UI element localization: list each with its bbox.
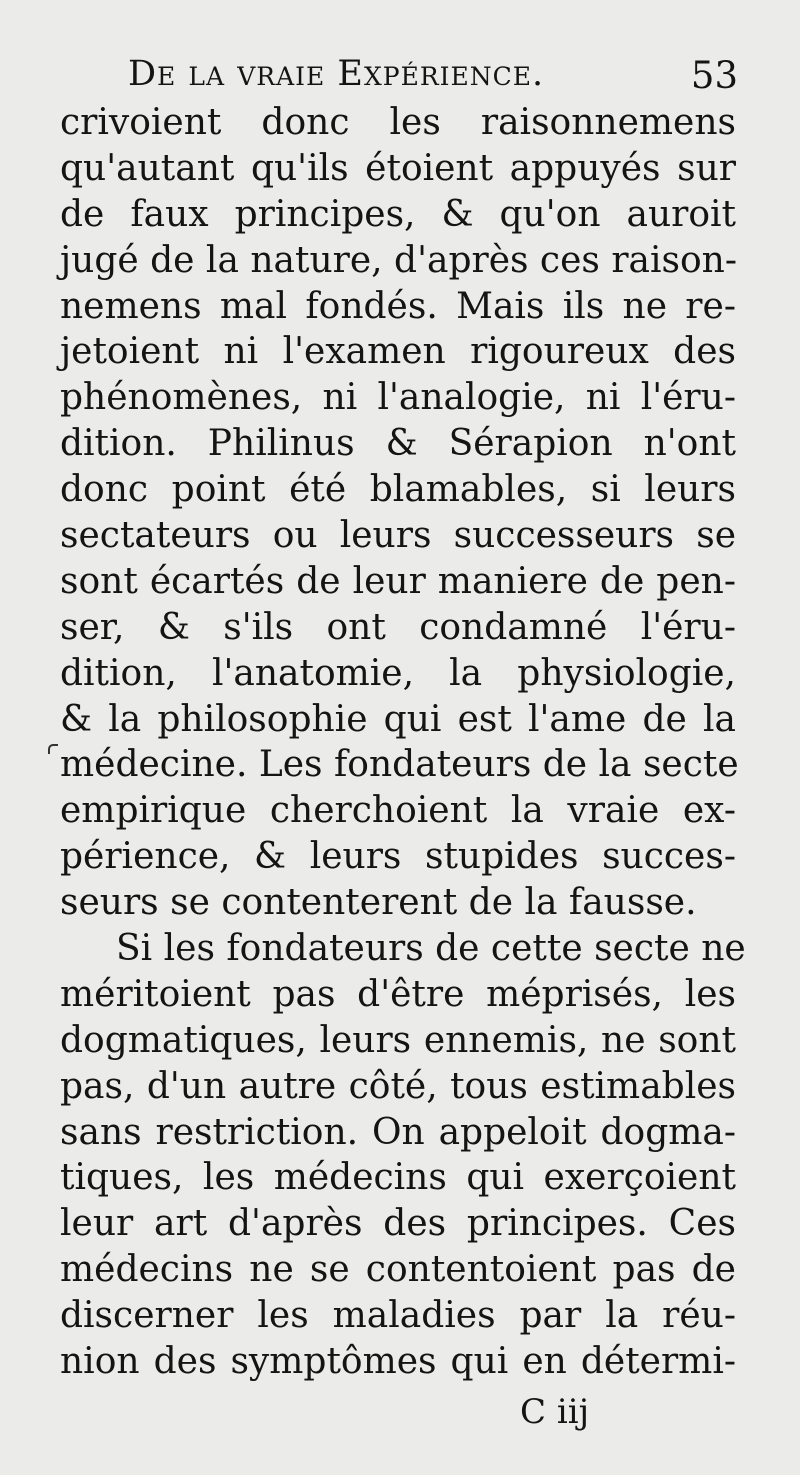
text-line: jetoient ni l'examen rigoureux des — [60, 331, 736, 373]
signature-mark: C iij — [520, 1392, 590, 1432]
text-line: sans restriction. On appeloit dogma- — [60, 1111, 736, 1153]
page-number: 53 — [690, 54, 738, 97]
text-line: méritoient pas d'être méprisés, les — [60, 973, 736, 1015]
page-header — [128, 54, 738, 104]
text-line: dogmatiques, leurs ennemis, ne sont — [60, 1019, 736, 1061]
text-line: ser, & s'ils ont condamné l'éru- — [60, 606, 736, 648]
text-line: crivoient donc les raisonnemens — [60, 102, 736, 143]
body-text — [60, 100, 746, 1385]
running-head: De la vraie Expérience. — [128, 54, 545, 94]
text-line: pas, d'un autre côté, tous estimables — [60, 1065, 736, 1107]
text-line: donc point été blamables, si leurs — [60, 469, 736, 511]
text-line: dition, l'anatomie, la physiologie, — [60, 652, 736, 694]
ink-speck — [48, 744, 58, 754]
text-line: sectateurs ou leurs successeurs se — [60, 515, 736, 557]
text-line: de faux principes, & qu'on auroit — [60, 193, 736, 235]
text-line: périence, & leurs stupides succes- — [60, 836, 736, 878]
text-line: phénomènes, ni l'analogie, ni l'éru- — [60, 377, 736, 419]
text-line: leur art d'après des principes. Ces — [60, 1203, 736, 1245]
text-line: nion des symptômes qui en détermi- — [60, 1341, 736, 1383]
text-line: médecine. Les fondateurs de la secte — [60, 744, 739, 786]
text-line: tiques, les médecins qui exerçoient — [60, 1157, 736, 1199]
text-line: nemens mal fondés. Mais ils ne re- — [60, 285, 736, 327]
paragraph-1 — [60, 100, 739, 926]
text-line: sont écartés de leur maniere de pen- — [60, 560, 736, 602]
text-line: dition. Philinus & Sérapion n'ont — [60, 423, 736, 465]
paragraph-2 — [60, 926, 746, 1385]
text-line: jugé de la nature, d'après ces raison- — [60, 239, 738, 281]
text-line: médecins ne se contentoient pas de — [60, 1249, 736, 1291]
text-line: & la philosophie qui est l'ame de la — [60, 698, 736, 740]
text-line: discerner les maladies par la réu- — [60, 1295, 736, 1337]
text-line: qu'autant qu'ils étoient appuyés sur — [60, 147, 736, 189]
text-line: empirique cherchoient la vraie ex- — [60, 790, 736, 832]
text-line: Si les fondateurs de cette secte ne — [116, 928, 746, 970]
text-line: seurs se contenterent de la fausse. — [60, 882, 697, 924]
